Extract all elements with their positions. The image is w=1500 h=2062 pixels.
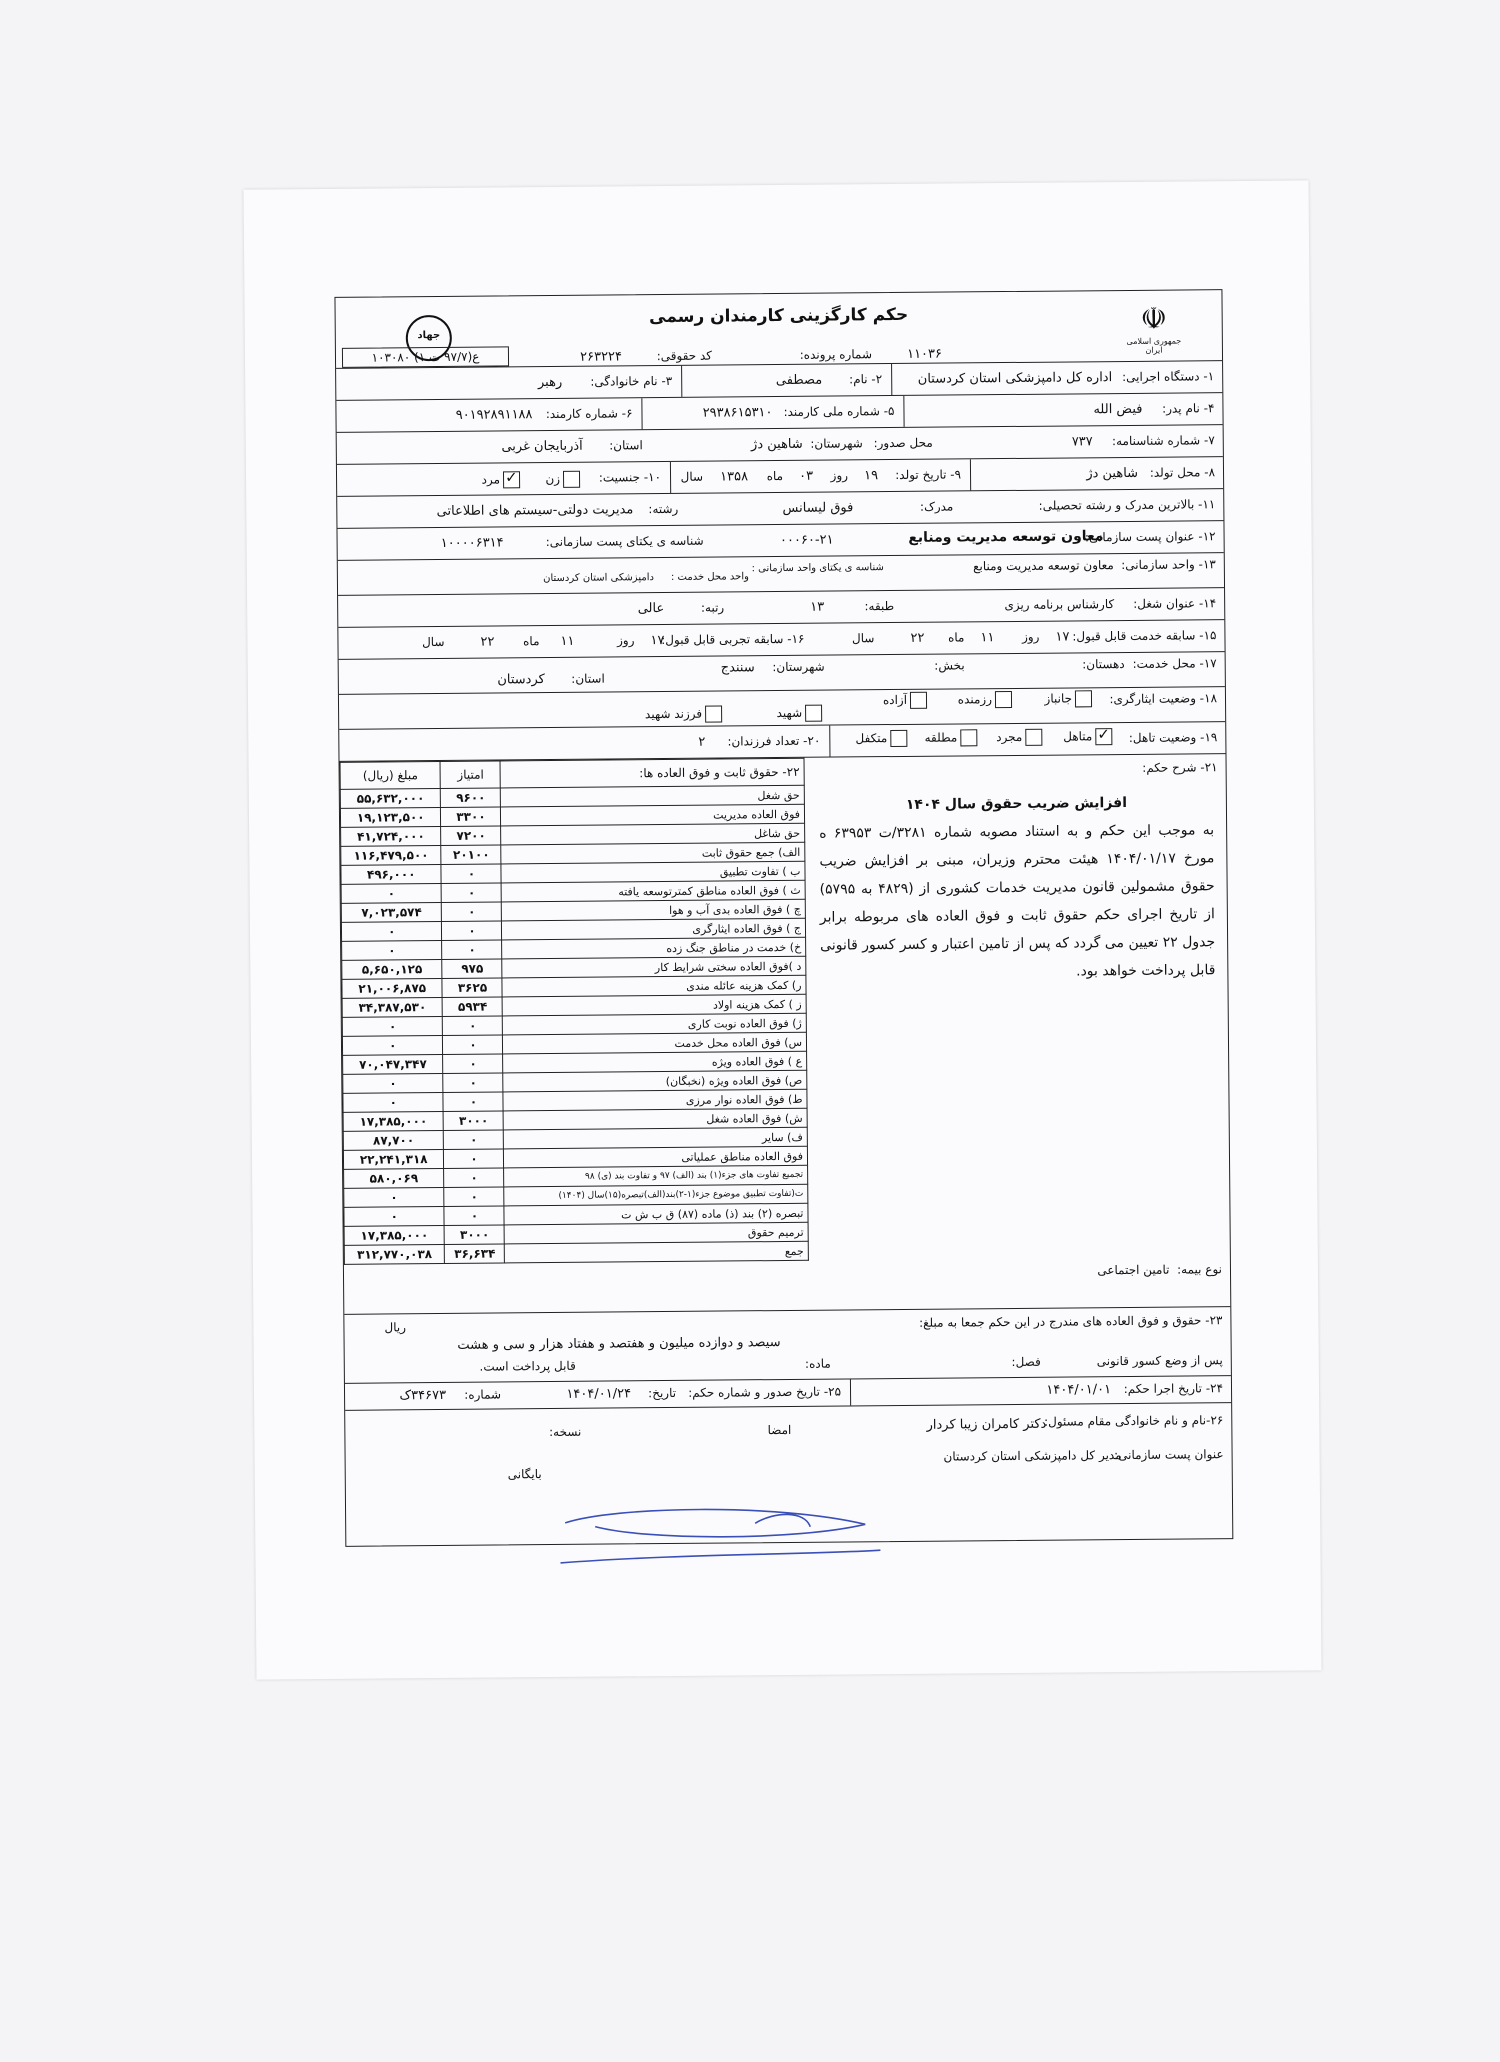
divider <box>850 1379 851 1405</box>
issue-province: آذربایجان غربی <box>501 438 583 455</box>
s16-year: ۲۲ <box>480 634 495 650</box>
salary-item-amount: ۱۷,۳۸۵,۰۰۰ <box>343 1111 444 1131</box>
section23-label: ۲۳- حقوق و فوق العاده های مندرج در این حکم جمعا به مبلغ: <box>918 1313 1223 1330</box>
jihad-logo: جهاد <box>406 315 452 361</box>
salary-item-amount: ۱۹,۱۲۳,۵۰۰ <box>340 807 441 827</box>
divider <box>903 396 904 427</box>
e2-label: رزمنده <box>957 692 993 707</box>
day-label: روز <box>830 468 849 483</box>
salary-item-score: ۳۶۲۵ <box>442 978 502 998</box>
salary-item-label: تجمیع تفاوت های جزء(۱) بند (الف) ۹۷ و تفاوت بند (ی) ۹۸ <box>504 1165 808 1187</box>
section26-label: ۲۶-نام و نام خانوادگی مقام مسئول: <box>1043 1413 1224 1429</box>
divider <box>829 726 830 757</box>
date-label: تاریخ: <box>648 1385 677 1401</box>
salary-item-amount: ۳۱۲,۷۷۰,۰۳۸ <box>344 1244 445 1264</box>
salary-item-label: ت(تفاوت تطبیق موضوع جزء(۱-۲)بند(الف)تبصره(۱۵)سال (۱۴۰۴) <box>504 1184 808 1206</box>
section25-label: ۲۵- تاریخ صدور و شماره حکم: <box>688 1384 842 1400</box>
gender-male-label: مرد <box>481 472 501 487</box>
s16-month: ۱۱ <box>560 633 575 649</box>
salary-item-amount: ۱۱۶,۴۷۹,۵۰۰ <box>341 845 442 865</box>
f10-label: ۱۰- جنسیت: <box>598 470 662 485</box>
checkbox-guardian[interactable] <box>890 730 907 747</box>
s15-month-label: ماه <box>948 630 965 645</box>
emblem-caption: جمهوری اسلامی ایران <box>1126 336 1182 355</box>
salary-item-label: چ ) فوق العاده بدی آب و هوا <box>502 899 806 921</box>
major-value: مدیریت دولتی-سیستم های اطلاعاتی <box>436 502 634 520</box>
birth-month: ۰۳ <box>799 468 814 484</box>
f9-label: ۹- تاریخ تولد: <box>895 467 962 482</box>
salary-item-amount: ۰ <box>344 1206 445 1226</box>
deduction-label: پس از وضع کسور قانونی <box>1096 1353 1223 1369</box>
m4-label: متکفل <box>855 731 888 746</box>
order-text: به موجب این حکم و به استناد مصوبه شماره ۳۲۸۱/ت ۶۳۹۵۳ ه مورخ ۱۴۰۴/۰۱/۱۷ هیئت محترم وزیران، مبنی بر افزایش ضریب حقوق مشمولین قانون مدیریت خدمات کشوری از (۴۸۲۹ به ۵۷۹۵) از تاریخ اجرای حکم حقوق ثابت و فوق العاده های مربوطه برابر جدول ۲۲ تعیین می گردد که پس از تامین اعتبار و کسر کسور قانونی قابل پرداخت خواهد بود. <box>819 822 1216 980</box>
order-heading: افزایش ضریب حقوق سال ۱۴۰۴ <box>905 794 1128 813</box>
salary-item-amount: ۲۲,۲۴۱,۳۱۸ <box>343 1149 444 1169</box>
checkbox-e3[interactable] <box>910 692 927 709</box>
salary-item-score: ۰ <box>442 940 502 960</box>
s16-month-label: ماه <box>523 634 540 649</box>
article-label: ماده: <box>804 1356 831 1371</box>
salary-item-amount: ۰ <box>342 1035 443 1055</box>
f11-label: ۱۱- بالاترین مدرک و رشته تحصیلی: <box>1038 497 1216 513</box>
legal-code-label: کد حقوقی: <box>656 348 713 364</box>
degree-value: فوق لیسانس <box>782 500 854 516</box>
salary-title: ۲۲- حقوق ثابت و فوق العاده ها: <box>500 758 804 788</box>
f2-value: مصطفی <box>775 372 823 389</box>
salary-item-amount: ۲۱,۰۰۶,۸۷۵ <box>342 978 443 998</box>
m1-label: متاهل <box>1063 729 1093 744</box>
salary-item-label: ط) فوق العاده نوار مرزی <box>503 1089 807 1111</box>
form-code: ع(۹۷/۷ ت ۱) ۱۰۳۰۸۰ <box>342 346 509 367</box>
divider <box>641 398 642 429</box>
s15-day: ۱۷ <box>1055 629 1070 645</box>
salary-header-row <box>340 758 804 789</box>
month-label: ماه <box>766 468 784 484</box>
salary-item-amount: ۵۵,۶۳۲,۰۰۰ <box>340 788 441 808</box>
issue-place-label: محل صدور: <box>873 435 933 451</box>
checkbox-divorced[interactable] <box>960 729 977 746</box>
salary-item-label: ب ) تفاوت تطبیق <box>501 861 805 883</box>
payable: قابل پرداخت است. <box>479 1358 576 1374</box>
score-header: امتیاز <box>441 761 501 789</box>
salary-row <box>344 1241 808 1264</box>
checkbox-e4[interactable] <box>805 705 822 722</box>
unit-id-label: شناسه ی یکتای واحد سازمانی : <box>751 562 884 575</box>
title-value: مدیر کل دامپزشکی استان کردستان <box>943 1448 1122 1464</box>
salary-item-score: ۹۶۰۰ <box>441 788 501 808</box>
currency: ریال <box>384 1320 407 1335</box>
service-unit-value: دامپزشکی استان کردستان <box>543 572 654 585</box>
official-name: دکتر کامران زیبا کردار <box>926 1416 1047 1433</box>
issue-county-label: شهرستان: <box>810 436 863 451</box>
salary-item-score: ۹۷۵ <box>442 959 502 979</box>
checkbox-female[interactable] <box>563 471 580 488</box>
order-description <box>819 788 1216 987</box>
salary-item-label: حق شغل <box>501 785 805 807</box>
salary-item-amount: ۰ <box>344 1187 445 1207</box>
f13-label: ۱۳- واحد سازمانی: <box>1121 557 1216 573</box>
s15-month: ۱۱ <box>980 630 995 646</box>
number-label: شماره: <box>464 1387 502 1402</box>
archive-label: بایگانی <box>507 1467 542 1482</box>
e5-label: فرزند شهید <box>644 706 703 722</box>
divider <box>891 364 892 395</box>
f7-label: ۷- شماره شناسنامه: <box>1111 433 1215 449</box>
sacrifice-5[interactable] <box>645 705 725 723</box>
salary-item-score: ۰ <box>444 1149 504 1169</box>
salary-item-amount: ۸۷,۷۰۰ <box>343 1130 444 1150</box>
salary-item-label: س) فوق العاده محل خدمت <box>503 1032 807 1054</box>
marital-2[interactable] <box>996 729 1045 746</box>
salary-item-amount: ۰ <box>342 940 443 960</box>
f6-label: ۶- شماره کارمند: <box>545 406 633 422</box>
sacrifice-2[interactable] <box>958 691 1015 708</box>
salary-item-score: ۰ <box>444 1206 504 1226</box>
salary-item-score: ۰ <box>443 1092 503 1112</box>
salary-item-label: ر) کمک هزینه عائله مندی <box>502 975 806 997</box>
signature-label: امضا <box>767 1422 792 1438</box>
salary-item-score: ۰ <box>444 1187 504 1207</box>
marital-1[interactable] <box>1063 728 1115 745</box>
salary-item-score: ۰ <box>442 883 502 903</box>
sacrifice-1[interactable] <box>1044 690 1095 707</box>
issue-county: شاهین دژ <box>750 436 803 453</box>
salary-item-label: ترمیم حقوق <box>505 1222 809 1244</box>
post-id-label: شناسه ی یکتای پست سازمانی: <box>545 533 704 550</box>
amount-words: سیصد و دوازده میلیون و هفتصد و هفتاد هزار و سی و هشت <box>457 1335 781 1353</box>
s15-year: ۲۲ <box>910 630 925 646</box>
f13-value: معاون توسعه مدیریت ومنابع <box>972 558 1114 574</box>
form-header <box>335 290 1222 369</box>
gender-female[interactable] <box>545 471 583 488</box>
salary-item-score: ۵۹۳۴ <box>443 997 503 1017</box>
f20-label: ۲۰- تعداد فرزندان: <box>727 733 821 749</box>
gender-male[interactable] <box>482 471 524 488</box>
paper-sheet <box>244 180 1322 1679</box>
salary-item-label: ع ) فوق العاده ویژه <box>503 1051 807 1073</box>
f5-label: ۵- شماره ملی کارمند: <box>783 404 895 419</box>
salary-item-label: ج ) فوق العاده ایثارگری <box>502 918 806 940</box>
checkbox-e5[interactable] <box>705 706 722 723</box>
marital-3[interactable] <box>925 729 981 746</box>
salary-item-label: خ) خدمت در مناطق جنگ زده <box>502 937 806 959</box>
service-province: کردستان <box>497 672 545 688</box>
signature <box>555 1502 886 1575</box>
e1-label: جانباز <box>1044 691 1073 706</box>
checkbox-married[interactable] <box>1095 728 1112 745</box>
service-county: سنندج <box>720 660 755 676</box>
salary-item-score: ۰ <box>443 1035 503 1055</box>
salary-item-amount: ۴۱,۷۲۴,۰۰۰ <box>341 826 442 846</box>
sacrifice-4[interactable] <box>777 705 826 722</box>
major-label: رشته: <box>648 501 679 517</box>
signature-stroke <box>560 1508 880 1563</box>
salary-item-score: ۰ <box>442 902 502 922</box>
f18-label: ۱۸- وضعیت ایثارگری: <box>1109 691 1218 707</box>
section-26 <box>345 1403 1232 1509</box>
e3-label: آزاده <box>882 692 908 708</box>
checkbox-male[interactable] <box>503 471 520 488</box>
date-value: ۱۴۰۴/۰۱/۲۴ <box>566 1386 632 1402</box>
salary-item-score: ۷۲۰۰ <box>441 826 501 846</box>
salary-item-label: فوق العاده مناطق عملیاتی <box>504 1146 808 1168</box>
rank-label: رتبه: <box>700 600 725 615</box>
salary-item-label: جمع <box>505 1241 809 1263</box>
f8-label: ۸- محل تولد: <box>1149 465 1216 480</box>
emblem-icon: ☫ <box>1140 301 1168 337</box>
salary-item-amount: ۴۹۶,۰۰۰ <box>341 864 442 884</box>
f3-label: ۳- نام خانوادگی: <box>590 373 673 389</box>
f14-label: ۱۴- عنوان شغل: <box>1133 596 1217 611</box>
service-province-label: استان: <box>571 671 605 686</box>
salary-item-amount: ۰ <box>342 1016 443 1036</box>
form-title: حکم کارگزینی کارمندان رسمی <box>649 304 909 328</box>
f17-label: ۱۷- محل خدمت: <box>1132 656 1217 671</box>
salary-item-score: ۰ <box>443 1073 503 1093</box>
f14-value: کارشناس برنامه ریزی <box>1004 597 1115 613</box>
f16-label: ۱۶- سابقه تجربی قابل قبول: <box>661 631 805 648</box>
salary-item-label: ژ) فوق العاده نوبت کاری <box>503 1013 807 1035</box>
salary-item-label: فوق العاده مدیریت <box>501 804 805 826</box>
f12-label: ۱۲- عنوان پست سازمانی: <box>1084 529 1216 545</box>
year-label: سال <box>680 469 704 484</box>
salary-item-score: ۰ <box>442 921 502 941</box>
title-label: عنوان پست سازمانی: <box>1113 1447 1224 1463</box>
salary-item-label: ث ) فوق العاده مناطق کمترتوسعه یافته <box>502 880 806 902</box>
amount-header: مبلغ (ریال) <box>340 761 441 789</box>
salary-item-amount: ۰ <box>341 883 442 903</box>
salary-item-score: ۳۶,۶۳۴ <box>445 1244 505 1264</box>
f4-label: ۴- نام پدر: <box>1162 401 1215 416</box>
m2-label: مجرد <box>996 729 1023 745</box>
service-county-label: شهرستان: <box>772 659 825 675</box>
salary-item-amount: ۷,۰۲۳,۵۷۴ <box>341 902 442 922</box>
salary-item-amount: ۰ <box>343 1073 444 1093</box>
legal-code: ۲۶۳۲۲۴ <box>580 349 623 365</box>
divider <box>970 459 971 490</box>
divider <box>681 366 682 397</box>
district-label: بخش: <box>934 658 965 673</box>
grade-label: طبقه: <box>864 599 895 614</box>
salary-item-label: تبصره (۲) بند (ذ) ماده (۸۷) ق ب ش ت <box>504 1203 808 1225</box>
s16-day: ۱۷ <box>650 633 665 649</box>
issue-province-label: استان: <box>609 438 643 453</box>
service-unit-label: واحد محل خدمت : <box>670 571 749 583</box>
salary-item-score: ۰ <box>444 1168 504 1188</box>
f12-value: معاون توسعه مدیریت ومنابع <box>908 528 1104 546</box>
salary-item-score: ۰ <box>443 1054 503 1074</box>
sacrifice-3[interactable] <box>883 692 930 709</box>
post-code: ۰۰۰۶۰-۲۱ <box>779 532 834 549</box>
birth-year: ۱۳۵۸ <box>720 469 749 485</box>
f20-value: ۲ <box>698 734 706 750</box>
s16-day-label: روز <box>617 633 635 648</box>
salary-item-label: د )فوق العاده سختی شرایط کار <box>502 956 806 978</box>
salary-item-amount: ۰ <box>341 921 442 941</box>
s15-year-label: سال <box>851 631 875 646</box>
order-body <box>340 754 1231 1315</box>
number-value: ۳۴۶۷۳ک <box>399 1387 447 1404</box>
section24-label: ۲۴- تاریخ اجرا حکم: <box>1123 1381 1224 1397</box>
f19-label: ۱۹- وضعیت تاهل: <box>1128 730 1218 745</box>
insurance-label: نوع بیمه: <box>1177 1262 1223 1277</box>
salary-item-label: حق شاغل <box>501 823 805 845</box>
insurance-value: تامین اجتماعی <box>1097 1262 1170 1278</box>
m3-label: مطلقه <box>924 730 958 745</box>
salary-item-score: ۰ <box>443 1016 503 1036</box>
salary-item-amount: ۷۰,۰۴۷,۳۴۷ <box>343 1054 444 1074</box>
salary-table <box>340 758 809 1265</box>
salary-item-amount: ۳۴,۳۸۷,۵۳۰ <box>342 997 443 1017</box>
salary-item-amount: ۵۸۰,۰۶۹ <box>344 1168 445 1188</box>
post-id: ۱۰۰۰۰۶۳۱۴ <box>440 535 504 551</box>
village-label: دهستان: <box>1082 657 1125 672</box>
gender-female-label: زن <box>545 471 561 487</box>
salary-item-score: ۳۰۰۰ <box>444 1111 504 1131</box>
salary-item-amount: ۵,۶۵۰,۱۲۵ <box>342 959 443 979</box>
f2-label: ۲- نام: <box>849 372 883 387</box>
salary-item-score: ۲۰۱۰۰ <box>441 845 501 865</box>
f15-label: ۱۵- سابقه خدمت قابل قبول: <box>1072 628 1217 644</box>
birth-day: ۱۹ <box>864 468 879 484</box>
salary-item-score: ۳۳۰۰ <box>441 807 501 827</box>
insurance <box>1097 1262 1222 1277</box>
file-no: ۱۱۰۳۶ <box>906 346 943 362</box>
salary-item-amount: ۱۷,۳۸۵,۰۰۰ <box>344 1225 445 1245</box>
section-23 <box>344 1307 1231 1384</box>
chapter-label: فصل: <box>1011 1354 1041 1370</box>
salary-item-label: ز ) کمک هزینه اولاد <box>503 994 807 1016</box>
marital-4[interactable] <box>855 730 910 747</box>
salary-item-label: الف) جمع حقوق ثابت <box>501 842 805 864</box>
f7-value: ۷۳۷ <box>1071 434 1093 450</box>
f6-value: ۹۰۱۹۲۸۹۱۱۸۸ <box>455 407 533 423</box>
e4-label: شهید <box>776 705 803 721</box>
salary-item-score: ۳۰۰۰ <box>445 1225 505 1245</box>
checkbox-single[interactable] <box>1025 729 1042 746</box>
f1-label: ۱- دستگاه اجرایی: <box>1122 369 1215 385</box>
s15-day-label: روز <box>1021 629 1040 644</box>
grade-value: ۱۳ <box>810 599 825 615</box>
salary-item-label: ص) فوق العاده ویژه (نخبگان) <box>503 1070 807 1092</box>
f5-value: ۲۹۳۸۶۱۵۳۱۰ <box>702 405 773 421</box>
employment-order-form <box>334 289 1233 1547</box>
divider <box>670 462 671 493</box>
section24-value: ۱۴۰۴/۰۱/۰۱ <box>1046 1382 1112 1398</box>
f8-value: شاهین دژ <box>1086 465 1139 482</box>
f3-value: رهبر <box>537 374 563 391</box>
checkbox-e1[interactable] <box>1075 690 1092 707</box>
checkbox-e2[interactable] <box>995 691 1012 708</box>
f1-value: اداره کل دامپزشکی استان کردستان <box>917 370 1113 387</box>
salary-item-amount: ۰ <box>343 1092 444 1112</box>
rank-value: عالی <box>637 601 665 617</box>
salary-item-label: ف) سایر <box>504 1127 808 1149</box>
f4-value: فیض الله <box>1093 401 1143 418</box>
salary-item-score: ۰ <box>441 864 501 884</box>
salary-item-score: ۰ <box>444 1130 504 1150</box>
degree-label: مدرک: <box>919 499 954 514</box>
salary-item-label: ش) فوق العاده شغل <box>504 1108 808 1130</box>
s16-year-label: سال <box>421 634 445 650</box>
section21-label: ۲۱- شرح حکم: <box>1142 760 1218 775</box>
copy-label: نسخه: <box>549 1424 582 1440</box>
file-no-label: شماره پرونده: <box>799 347 873 362</box>
